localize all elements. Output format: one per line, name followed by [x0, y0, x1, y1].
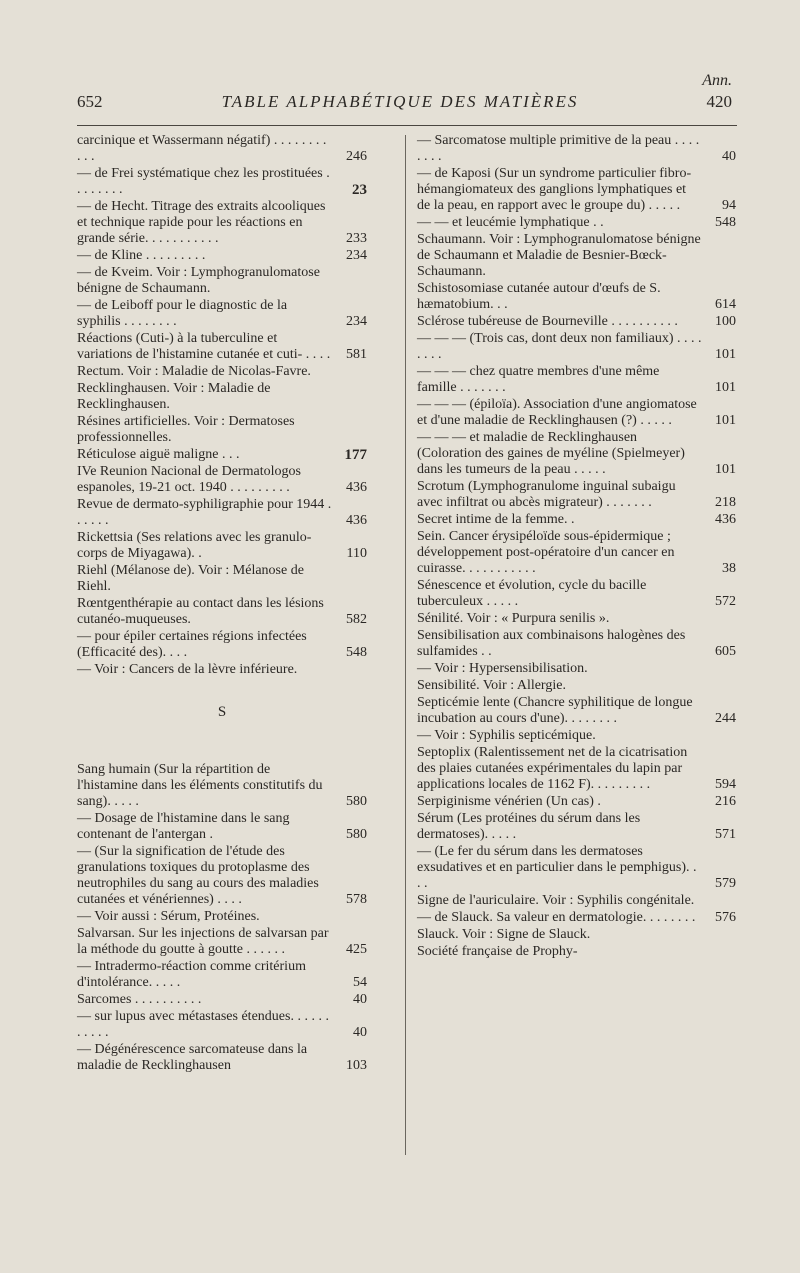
- index-entry: [77, 530, 367, 562]
- entry-text: Slauck. Voir : Signe de Slauck.: [417, 927, 591, 942]
- entry-page-ref: 54: [353, 975, 367, 990]
- entry-text: — Voir aussi : Sérum, Protéines.: [77, 909, 260, 924]
- annales-label: Ann.: [702, 72, 732, 89]
- column-divider: [405, 135, 406, 1155]
- entry-text: Sérum (Les protéines du sérum dans les dermatoses). . . . .: [417, 811, 641, 842]
- entry-text: Recklinghausen. Voir : Maladie de Recklinghausen.: [77, 381, 271, 412]
- index-entry: [77, 331, 367, 363]
- entry-page-ref: 101: [715, 413, 736, 428]
- index-entry: [77, 762, 367, 810]
- entry-text: Réactions (Cuti-) à la tuberculine et variations de l'histamine cutanée et cuti- . . . .: [77, 331, 331, 362]
- entry-text: Sénescence et évolution, cycle du bacille tuberculeux . . . . .: [417, 578, 647, 609]
- index-entry: [417, 628, 736, 660]
- entry-page-ref: 38: [722, 561, 736, 576]
- entry-text: — de Kveim. Voir : Lymphogranulomatose bénigne de Schaumann.: [77, 265, 320, 296]
- entry-page-ref: 40: [353, 992, 367, 1007]
- entry-page-ref: 103: [346, 1058, 367, 1073]
- entry-text: — — et leucémie lymphatique . .: [417, 215, 604, 230]
- entry-text: Résines artificielles. Voir : Dermatoses professionnelles.: [77, 414, 295, 445]
- entry-text: — — — (Trois cas, dont deux non familiaux) . . . . . . . .: [417, 331, 702, 362]
- entry-text: Salvarsan. Sur les injections de salvarsan par la méthode du goutte à goutte . . . . . .: [77, 926, 329, 957]
- entry-page-ref: 576: [715, 910, 736, 925]
- entry-text: — Sarcomatose multiple primitive de la peau . . . . . . . .: [417, 133, 700, 164]
- index-entry: [77, 464, 367, 496]
- index-entry: [77, 926, 367, 958]
- index-entry: [417, 166, 736, 214]
- index-entry: [77, 166, 367, 198]
- index-entry: [417, 927, 736, 943]
- entry-text: — Voir : Syphilis septicémique.: [417, 728, 596, 743]
- entry-text: — Voir : Cancers de la lèvre inférieure.: [77, 662, 298, 677]
- index-entry: [77, 629, 367, 661]
- entry-text: Sang humain (Sur la répartition de l'histamine dans les éléments constitutifs du sang). . . . .: [77, 762, 323, 809]
- entry-text: — de Slauck. Sa valeur en dermatologie. . . . . . . .: [417, 910, 696, 925]
- entry-page-ref: 246: [346, 149, 367, 164]
- entry-text: — Dégénérescence sarcomateuse dans la maladie de Recklinghausen: [77, 1042, 308, 1073]
- index-entry: [77, 265, 367, 297]
- index-entry: [417, 397, 736, 429]
- entry-text: — — — et maladie de Recklinghausen (Coloration des gaines de myéline (Spielmeyer) dans les tumeurs de la peau . . . . .: [417, 430, 685, 477]
- index-entry: [417, 578, 736, 610]
- index-entry: [417, 314, 736, 330]
- index-entry: [417, 678, 736, 694]
- entry-text: Scrotum (Lymphogranulome inguinal subaigu avec infiltrat ou abcès migrateur) . . . . . . .: [417, 479, 676, 510]
- entry-page-ref: 244: [715, 711, 736, 726]
- index-entry: [77, 662, 367, 678]
- entry-text: — de Frei systématique chez les prostituées . . . . . . . .: [77, 166, 330, 197]
- entry-text: Signe de l'auriculaire. Voir : Syphilis congénitale.: [417, 893, 695, 908]
- entry-page-ref: 177: [344, 447, 367, 463]
- entry-text: — Intradermo-réaction comme critérium d'intolérance. . . . .: [77, 959, 306, 990]
- left-column: [77, 133, 367, 1075]
- entries-s-continued: [417, 133, 736, 960]
- entry-text: — (Sur la signification de l'étude des granulations toxiques du protoplasme des neutrophiles du sang au cours des maladies cutanées et vénériennes) . . . .: [77, 844, 319, 907]
- entry-page-ref: 594: [715, 777, 736, 792]
- entry-page-ref: 216: [715, 794, 736, 809]
- index-entry: [417, 844, 736, 892]
- index-entry: [417, 811, 736, 843]
- index-entry: [417, 794, 736, 810]
- entry-text: — de Leiboff pour le diagnostic de la syphilis . . . . . . . .: [77, 298, 288, 329]
- entry-page-ref: 578: [346, 892, 367, 907]
- entry-page-ref: 605: [715, 644, 736, 659]
- entry-text: — pour épiler certaines régions infectées (Efficacité des). . . .: [77, 629, 307, 660]
- entry-page-ref: 571: [715, 827, 736, 842]
- entry-text: — de Hecht. Titrage des extraits alcooliques et technique rapide pour les réactions en grande série. . . . . . . . . . .: [77, 199, 326, 246]
- entry-page-ref: 40: [722, 149, 736, 164]
- index-entry: [417, 529, 736, 577]
- entry-text: carcinique et Wassermann négatif) . . . . . . . . . . .: [77, 133, 327, 164]
- entry-page-ref: 614: [715, 297, 736, 312]
- entry-page-ref: 100: [715, 314, 736, 329]
- index-entry: [77, 811, 367, 843]
- index-entry: [417, 893, 736, 909]
- index-entry: [77, 497, 367, 529]
- entries-r: [77, 133, 367, 678]
- header-rule: [77, 125, 737, 126]
- entry-text: Sein. Cancer érysipéloïde sous-épidermique ; développement post-opératoire d'un cancer en cuirasse. . . . . . . . . . .: [417, 529, 675, 576]
- index-entry: [417, 133, 736, 165]
- index-entry: [417, 745, 736, 793]
- index-entry: [77, 298, 367, 330]
- index-entry: [77, 133, 367, 165]
- entry-text: Schistosomiase cutanée autour d'œufs de S. hæmatobium. . .: [417, 281, 661, 312]
- entry-page-ref: 580: [346, 827, 367, 842]
- entry-page-ref: 548: [715, 215, 736, 230]
- index-entry: [417, 479, 736, 511]
- entry-page-ref: 101: [715, 380, 736, 395]
- index-entry: [77, 381, 367, 413]
- entry-text: — Voir : Hypersensibilisation.: [417, 661, 588, 676]
- entry-page-ref: 234: [346, 248, 367, 263]
- entry-text: Revue de dermato-syphiligraphie pour 1944 . . . . . .: [77, 497, 332, 528]
- entry-text: Rectum. Voir : Maladie de Nicolas-Favre.: [77, 364, 311, 379]
- running-title: TABLE ALPHABÉTIQUE DES MATIÈRES: [221, 92, 579, 111]
- entry-text: Septoplix (Ralentissement net de la cicatrisation des plaies cutanées expérimentales du lapin par applications locales de 1162 F). . . . . . . . .: [417, 745, 688, 792]
- index-entry: [417, 512, 736, 528]
- entry-text: — — — chez quatre membres d'une même famille . . . . . . .: [417, 364, 660, 395]
- index-entry: [77, 364, 367, 380]
- index-entry: [77, 1042, 367, 1074]
- entry-page-ref: 436: [346, 480, 367, 495]
- index-entry: [77, 909, 367, 925]
- entry-page-ref: 425: [346, 942, 367, 957]
- index-entry: [417, 910, 736, 926]
- entry-text: Riehl (Mélanose de). Voir : Mélanose de Riehl.: [77, 563, 304, 594]
- entry-page-ref: 110: [346, 546, 367, 561]
- entry-text: Secret intime de la femme. .: [417, 512, 575, 527]
- entry-page-ref: 581: [346, 347, 367, 362]
- entry-page-ref: 40: [353, 1025, 367, 1040]
- index-entry: [77, 959, 367, 991]
- page-number-left: 652: [77, 92, 103, 111]
- entry-page-ref: 101: [715, 462, 736, 477]
- entry-page-ref: 436: [346, 513, 367, 528]
- index-entry: [417, 944, 736, 960]
- index-entry: [417, 364, 736, 396]
- entry-text: Schaumann. Voir : Lymphogranulomatose bénigne de Schaumann et Maladie de Besnier-Bœck-Schaumann.: [417, 232, 701, 279]
- entry-text: Sensibilité. Voir : Allergie.: [417, 678, 566, 693]
- index-entry: [417, 232, 736, 280]
- entries-s: [77, 762, 367, 1074]
- right-column: [417, 133, 736, 961]
- index-entry: [77, 199, 367, 247]
- entry-page-ref: 234: [346, 314, 367, 329]
- index-entry: [77, 447, 367, 463]
- index-entry: [417, 661, 736, 677]
- entry-page-ref: 101: [715, 347, 736, 362]
- entry-page-ref: 218: [715, 495, 736, 510]
- entry-text: Sclérose tubéreuse de Bourneville . . . . . . . . . .: [417, 314, 678, 329]
- entry-text: Société française de Prophy-: [417, 944, 578, 959]
- index-entry: [417, 430, 736, 478]
- index-entry: [417, 695, 736, 727]
- entry-page-ref: 94: [722, 198, 736, 213]
- entry-text: Sensibilisation aux combinaisons halogènes des sulfamides . .: [417, 628, 686, 659]
- entry-text: Rickettsia (Ses relations avec les granulo-corps de Miyagawa). .: [77, 530, 312, 561]
- entry-text: Sarcomes . . . . . . . . . .: [77, 992, 202, 1007]
- index-entry: [77, 992, 367, 1008]
- index-entry: [417, 281, 736, 313]
- entry-text: Serpiginisme vénérien (Un cas) .: [417, 794, 601, 809]
- entry-page-ref: 572: [715, 594, 736, 609]
- index-entry: [417, 215, 736, 231]
- entry-text: Réticulose aiguë maligne . . .: [77, 447, 240, 462]
- index-entry: [77, 596, 367, 628]
- index-entry: [417, 611, 736, 627]
- entry-text: — sur lupus avec métastases étendues. . . . . . . . . . .: [77, 1009, 329, 1040]
- entry-text: — (Le fer du sérum dans les dermatoses exsudatives et en particulier dans le pemphigus). . . .: [417, 844, 697, 891]
- entry-text: — de Kline . . . . . . . . .: [77, 248, 206, 263]
- entry-page-ref: 23: [352, 182, 367, 198]
- index-entry: [417, 331, 736, 363]
- entry-page-ref: 436: [715, 512, 736, 527]
- entry-text: Septicémie lente (Chancre syphilitique de longue incubation au cours d'une). . . . . . . .: [417, 695, 693, 726]
- entry-page-ref: 233: [346, 231, 367, 246]
- entry-page-ref: 579: [715, 876, 736, 891]
- entry-page-ref: 548: [346, 645, 367, 660]
- page-header: [0, 72, 800, 114]
- index-entry: [77, 1009, 367, 1041]
- entry-text: Rœntgenthérapie au contact dans les lésions cutanéo-muqueuses.: [77, 596, 324, 627]
- index-entry: [77, 563, 367, 595]
- entry-text: Sénilité. Voir : « Purpura senilis ».: [417, 611, 610, 626]
- entry-text: — Dosage de l'histamine dans le sang contenant de l'antergan .: [77, 811, 290, 842]
- entry-text: — — — (épiloïa). Association d'une angiomatose et d'une maladie de Recklinghausen (?) . . . . .: [417, 397, 697, 428]
- entry-text: — de Kaposi (Sur un syndrome particulier fibro-hémangiomateux des ganglions lymphatiques et de la peau, en rapport avec le groupe du) . . . . .: [417, 166, 692, 213]
- page-number-right: 420: [706, 92, 732, 111]
- entry-page-ref: 580: [346, 794, 367, 809]
- index-entry: [77, 248, 367, 264]
- entry-text: IVe Reunion Nacional de Dermatologos espanoles, 19-21 oct. 1940 . . . . . . . . .: [77, 464, 301, 495]
- index-entry: [417, 728, 736, 744]
- index-entry: [77, 414, 367, 446]
- section-letter: S: [217, 704, 227, 720]
- entry-page-ref: 582: [346, 612, 367, 627]
- index-entry: [77, 844, 367, 908]
